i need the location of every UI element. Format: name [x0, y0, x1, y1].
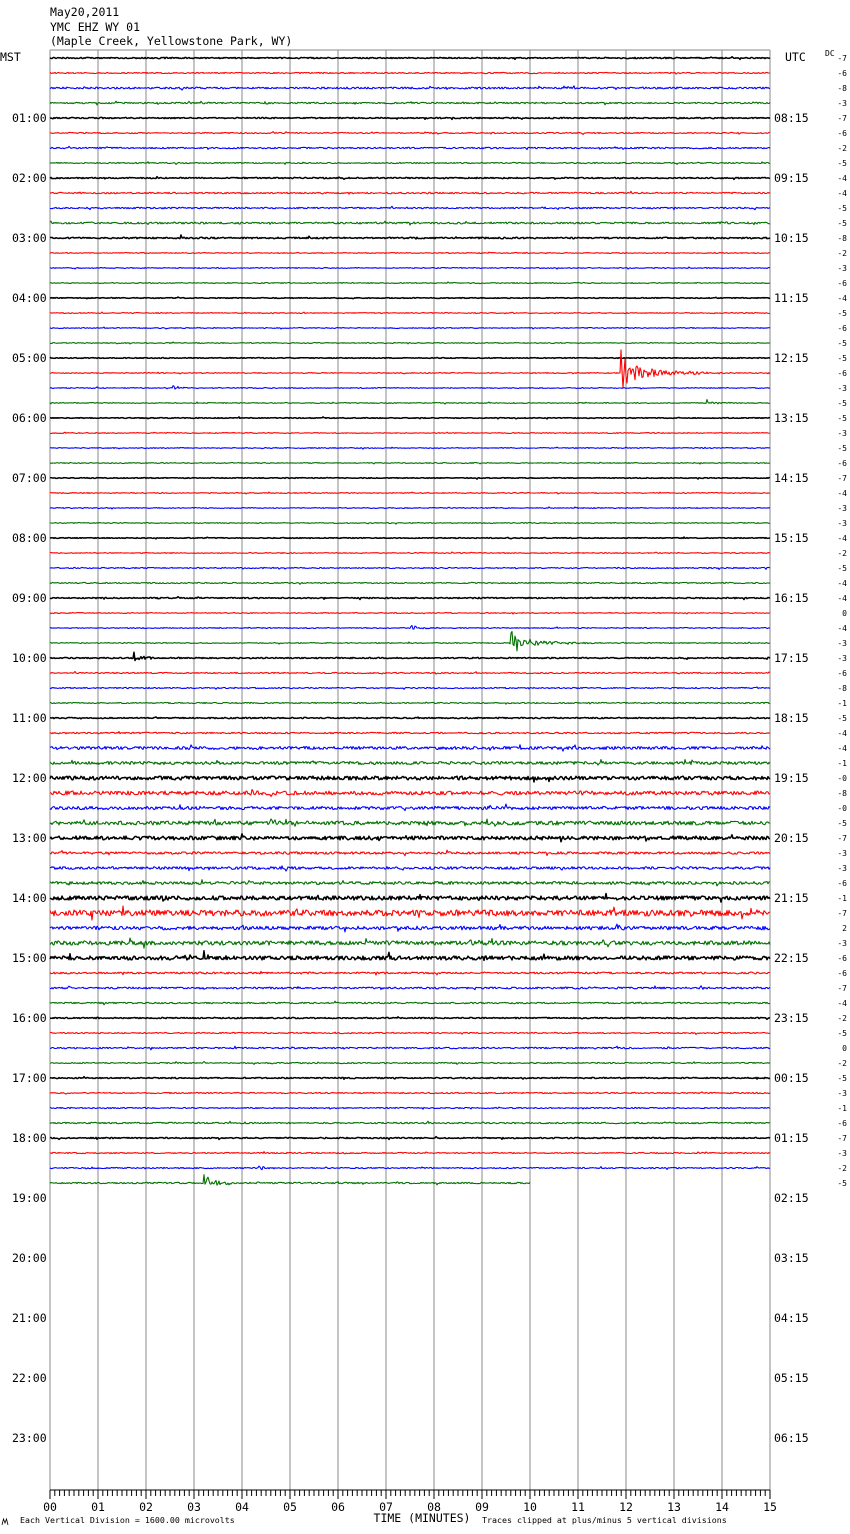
dc-offset-label: -2: [837, 1014, 847, 1023]
utc-hour-label: 00:15: [774, 1071, 809, 1085]
dc-offset-label: -5: [837, 219, 847, 228]
plot-date: May20,2011: [50, 5, 120, 19]
x-tick-label: 11: [571, 1500, 585, 1514]
dc-offset-label: -7: [837, 834, 847, 843]
dc-offset-label: -6: [837, 459, 847, 468]
dc-offset-label: -5: [837, 159, 847, 168]
dc-offset-label: -5: [837, 1074, 847, 1083]
dc-offset-label: -3: [837, 639, 847, 648]
utc-hour-label: 03:15: [774, 1251, 809, 1265]
dc-offset-label: -8: [837, 234, 847, 243]
dc-header-label: DC: [825, 49, 835, 58]
utc-hour-label: 09:15: [774, 171, 809, 185]
dc-offset-label: 0: [842, 1044, 847, 1053]
mst-hour-label: 06:00: [12, 411, 47, 425]
utc-hour-label: 05:15: [774, 1371, 809, 1385]
dc-offset-label: -5: [837, 1179, 847, 1188]
utc-hour-label: 02:15: [774, 1191, 809, 1205]
x-tick-label: 14: [715, 1500, 729, 1514]
dc-offset-label: -5: [837, 309, 847, 318]
utc-hour-label: 15:15: [774, 531, 809, 545]
dc-offset-label: -5: [837, 399, 847, 408]
dc-offset-label: -5: [837, 819, 847, 828]
dc-offset-label: -2: [837, 549, 847, 558]
mst-hour-label: 10:00: [12, 651, 47, 665]
dc-offset-label: -4: [837, 579, 847, 588]
dc-offset-label: -5: [837, 339, 847, 348]
dc-offset-label: -6: [837, 954, 847, 963]
utc-hour-label: 14:15: [774, 471, 809, 485]
dc-offset-label: -6: [837, 129, 847, 138]
mst-hour-label: 19:00: [12, 1191, 47, 1205]
scale-note: Each Vertical Division = 1600.00 microvolts: [20, 1515, 235, 1525]
dc-offset-label: -3: [837, 519, 847, 528]
x-tick-label: 04: [235, 1500, 249, 1514]
dc-offset-label: -0: [837, 804, 847, 813]
dc-offset-label: -1: [837, 894, 847, 903]
mst-hour-label: 13:00: [12, 831, 47, 845]
dc-offset-label: -6: [837, 879, 847, 888]
mst-hour-label: 01:00: [12, 111, 47, 125]
x-tick-label: 09: [475, 1500, 489, 1514]
dc-offset-label: -8: [837, 684, 847, 693]
x-tick-label: 01: [91, 1500, 105, 1514]
utc-hour-label: 23:15: [774, 1011, 809, 1025]
dc-offset-label: -6: [837, 324, 847, 333]
dc-offset-label: -5: [837, 354, 847, 363]
x-tick-label: 03: [187, 1500, 201, 1514]
dc-offset-label: 2: [842, 924, 847, 933]
mst-hour-label: 18:00: [12, 1131, 47, 1145]
dc-offset-label: -4: [837, 189, 847, 198]
dc-offset-label: -7: [837, 909, 847, 918]
dc-offset-label: -6: [837, 279, 847, 288]
dc-offset-label: -5: [837, 414, 847, 423]
dc-offset-label: -7: [837, 1134, 847, 1143]
dc-offset-label: -3: [837, 939, 847, 948]
dc-offset-label: -2: [837, 144, 847, 153]
dc-offset-label: -4: [837, 489, 847, 498]
utc-hour-label: 01:15: [774, 1131, 809, 1145]
station-location: (Maple Creek, Yellowstone Park, WY): [50, 34, 293, 48]
dc-offset-label: -3: [837, 1089, 847, 1098]
utc-hour-label: 17:15: [774, 651, 809, 665]
dc-offset-label: -4: [837, 729, 847, 738]
dc-offset-label: -3: [837, 864, 847, 873]
mst-hour-label: 07:00: [12, 471, 47, 485]
left-timezone-label: MST: [0, 50, 21, 64]
utc-hour-label: 11:15: [774, 291, 809, 305]
utc-hour-label: 10:15: [774, 231, 809, 245]
x-tick-label: 12: [619, 1500, 633, 1514]
dc-offset-label: -6: [837, 969, 847, 978]
dc-offset-label: -8: [837, 84, 847, 93]
dc-offset-label: -3: [837, 99, 847, 108]
utc-hour-label: 08:15: [774, 111, 809, 125]
x-tick-label: 00: [43, 1500, 57, 1514]
x-tick-label: 06: [331, 1500, 345, 1514]
dc-offset-label: -1: [837, 1104, 847, 1113]
dc-offset-label: -5: [837, 564, 847, 573]
utc-hour-label: 13:15: [774, 411, 809, 425]
utc-hour-label: 12:15: [774, 351, 809, 365]
dc-offset-label: -7: [837, 984, 847, 993]
x-tick-label: 10: [523, 1500, 537, 1514]
dc-offset-label: -3: [837, 504, 847, 513]
dc-offset-label: 0: [842, 609, 847, 618]
dc-offset-label: -4: [837, 534, 847, 543]
dc-offset-label: -8: [837, 789, 847, 798]
dc-offset-label: -4: [837, 744, 847, 753]
dc-offset-label: -3: [837, 264, 847, 273]
dc-offset-label: -2: [837, 249, 847, 258]
mst-hour-label: 20:00: [12, 1251, 47, 1265]
utc-hour-label: 04:15: [774, 1311, 809, 1325]
dc-offset-label: -4: [837, 294, 847, 303]
dc-offset-label: -5: [837, 204, 847, 213]
dc-offset-label: -4: [837, 174, 847, 183]
dc-offset-label: -3: [837, 654, 847, 663]
dc-offset-label: -5: [837, 714, 847, 723]
x-axis-title: TIME (MINUTES): [373, 1511, 471, 1525]
x-tick-label: 02: [139, 1500, 153, 1514]
utc-hour-label: 19:15: [774, 771, 809, 785]
mst-hour-label: 14:00: [12, 891, 47, 905]
dc-offset-label: -6: [837, 369, 847, 378]
station-code: YMC EHZ WY 01: [50, 20, 141, 34]
right-timezone-label: UTC: [785, 50, 806, 64]
dc-offset-label: -6: [837, 669, 847, 678]
utc-hour-label: 16:15: [774, 591, 809, 605]
x-tick-label: 13: [667, 1500, 681, 1514]
dc-offset-label: -5: [837, 444, 847, 453]
dc-offset-label: -1: [837, 699, 847, 708]
dc-offset-label: -2: [837, 1164, 847, 1173]
dc-offset-label: -3: [837, 384, 847, 393]
clip-note: Traces clipped at plus/minus 5 vertical divisions: [482, 1515, 727, 1525]
mst-hour-label: 16:00: [12, 1011, 47, 1025]
dc-offset-label: -4: [837, 624, 847, 633]
mst-hour-label: 11:00: [12, 711, 47, 725]
dc-offset-label: -4: [837, 999, 847, 1008]
dc-offset-label: -3: [837, 429, 847, 438]
mst-hour-label: 12:00: [12, 771, 47, 785]
mst-hour-label: 17:00: [12, 1071, 47, 1085]
utc-hour-label: 21:15: [774, 891, 809, 905]
x-tick-label: 05: [283, 1500, 297, 1514]
dc-offset-label: -1: [837, 759, 847, 768]
mst-hour-label: 15:00: [12, 951, 47, 965]
mst-hour-label: 04:00: [12, 291, 47, 305]
dc-offset-label: -7: [837, 474, 847, 483]
x-tick-label: 07: [379, 1500, 393, 1514]
utc-hour-label: 20:15: [774, 831, 809, 845]
mst-hour-label: 02:00: [12, 171, 47, 185]
mst-hour-label: 22:00: [12, 1371, 47, 1385]
mst-hour-label: 21:00: [12, 1311, 47, 1325]
dc-offset-label: -7: [837, 114, 847, 123]
utc-hour-label: 22:15: [774, 951, 809, 965]
mst-hour-label: 05:00: [12, 351, 47, 365]
utc-hour-label: 06:15: [774, 1431, 809, 1445]
dc-offset-label: -3: [837, 849, 847, 858]
dc-offset-label: -3: [837, 1149, 847, 1158]
dc-offset-label: -0: [837, 774, 847, 783]
dc-offset-label: -7: [837, 54, 847, 63]
dc-offset-label: -5: [837, 1029, 847, 1038]
mst-hour-label: 03:00: [12, 231, 47, 245]
mst-hour-label: 23:00: [12, 1431, 47, 1445]
dc-offset-label: -2: [837, 1059, 847, 1068]
mst-hour-label: 08:00: [12, 531, 47, 545]
mst-hour-label: 09:00: [12, 591, 47, 605]
utc-hour-label: 18:15: [774, 711, 809, 725]
x-tick-label: 15: [763, 1500, 777, 1514]
dc-offset-label: -6: [837, 69, 847, 78]
dc-offset-label: -6: [837, 1119, 847, 1128]
x-tick-label: 08: [427, 1500, 441, 1514]
dc-offset-label: -4: [837, 594, 847, 603]
